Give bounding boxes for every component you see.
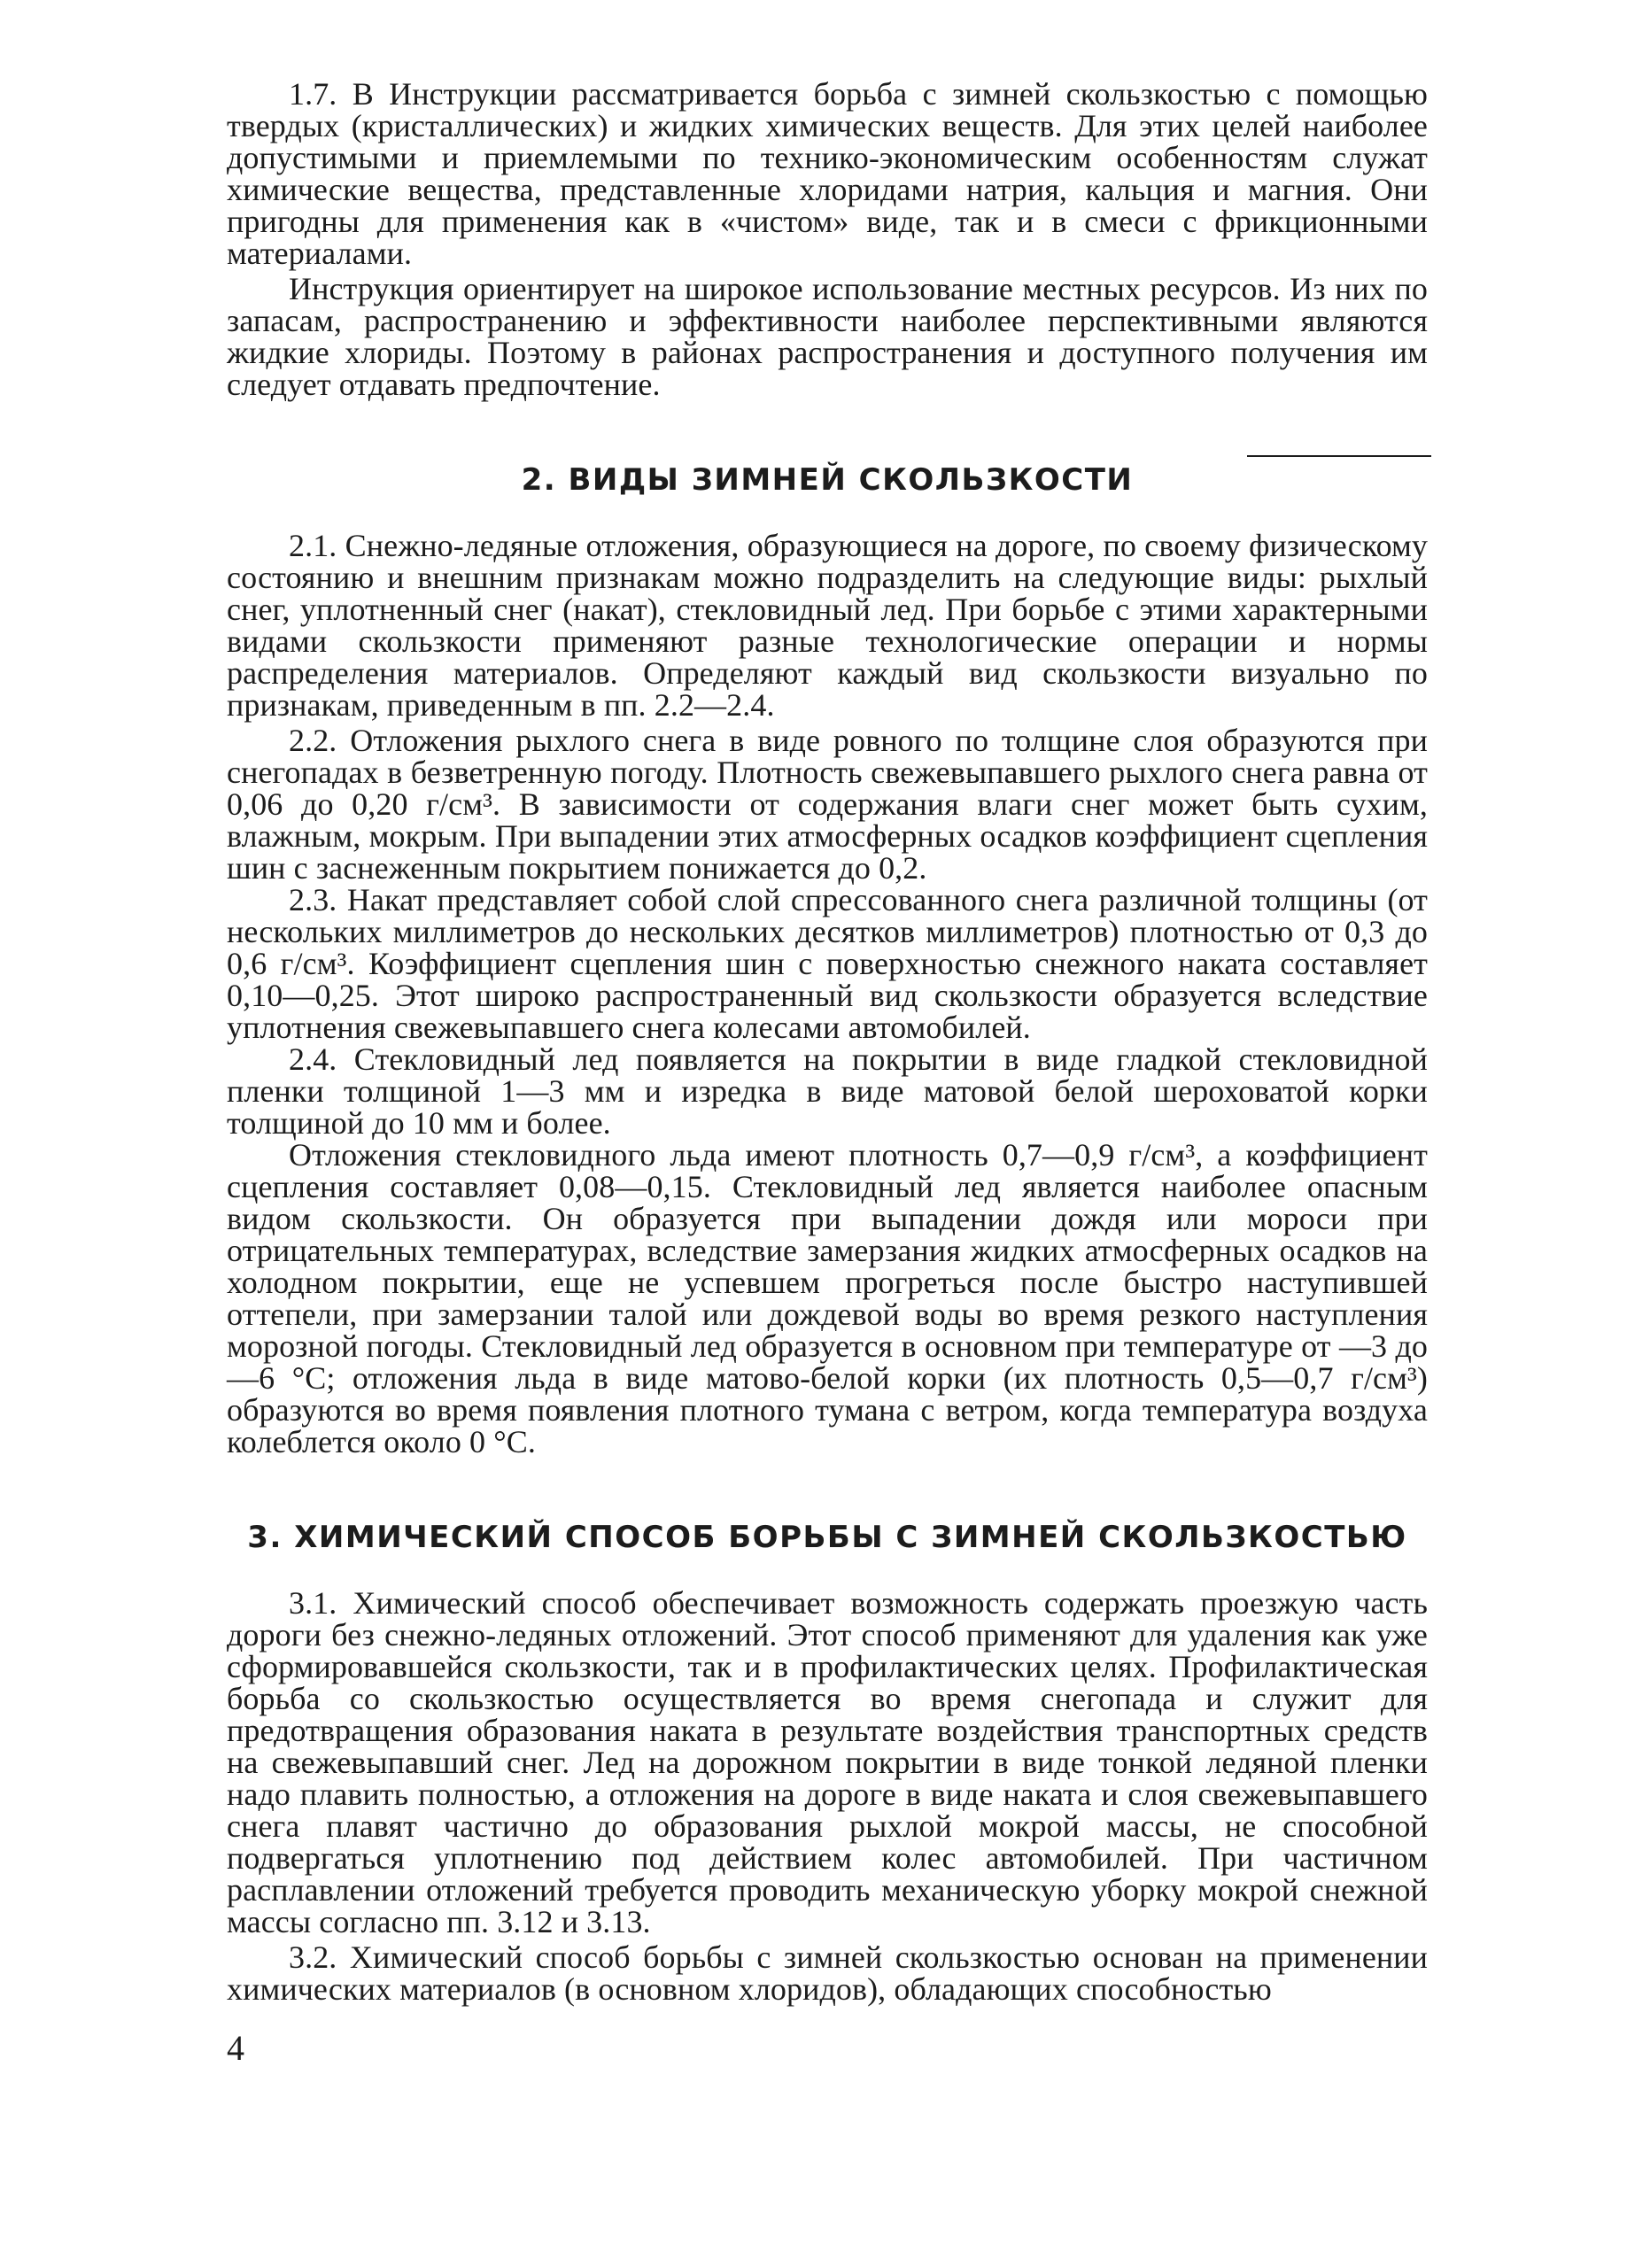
paragraph-2-4: 2.4. Стекловидный лед появляется на покрытии в виде гладкой стекловидной пленки толщиной 1—3 мм и изредка в виде матовой белой шероховатой корки толщиной до 10 мм и более. (227, 1041, 1428, 1141)
paragraph-2-3: 2.3. Накат представляет собой слой спрессованного снега различной толщины (от нескольких миллиметров до нескольких десятков миллиметров) плотностью от 0,3 до 0,6 г/см³. Коэффициент сцепления шин с поверхностью снежного наката составляет 0,10—0,25. Этот широко распространенный вид скользкости образуется вследствие уплотнения свежевыпавшего снега колесами автомобилей. (227, 882, 1428, 1045)
paragraph-1-7-continued: Инструкция ориентирует на широкое использование местных ресурсов. Из них по запасам, распространению и эффективности наиболее перспективными являются жидкие хлориды. Поэтому в районах распространения и доступного получения им следует отдавать предпочтение. (227, 271, 1428, 402)
section-2-heading (227, 462, 1428, 498)
section-3-heading: 3. ХИМИЧЕСКИЙ СПОСОБ БОРЬБЫ С ЗИМНЕЙ СКОЛЬЗКОСТЬЮ (247, 1520, 1407, 1555)
page-number: 4 (227, 2028, 244, 2068)
paragraph-2-2: 2.2. Отложения рыхлого снега в виде ровного по толщине слоя образуются при снегопадах в безветренную погоду. Плотность свежевыпавшего рыхлого снега равна от 0,06 до 0,20 г/см³. В зависимости от содержания влаги снег может быть сухим, влажным, мокрым. При выпадении этих атмосферных осадков коэффициент сцепления шин с заснеженным покрытием понижается до 0,2. (227, 723, 1428, 886)
paragraph-2-4-continued: Отложения стекловидного льда имеют плотность 0,7—0,9 г/см³, а коэффициент сцепления составляет 0,08—0,15. Стекловидный лед является наиболее опасным видом скользкости. Он образуется при выпадении дождя или мороси при отрицательных температурах, вследствие замерзания жидких атмосферных осадков на холодном покрытии, еще не успевшем прогреться после быстро наступившей оттепели, при замерзании талой или дождевой воды во время резкого наступления морозной погоды. Стекловидный лед образуется в основном при температуре от —3 до —6 °С; отложения льда в виде матово-белой корки (их плотность 0,5—0,7 г/см³) образуются во время появления плотного тумана с ветром, когда температура воздуха колеблется около 0 °С. (227, 1137, 1428, 1459)
document-page (227, 78, 1428, 2005)
paragraph-2-1: 2.1. Снежно-ледяные отложения, образующиеся на дороге, по своему физическому состоянию и внешним признакам можно подразделить на следующие виды: рыхлый снег, уплотненный снег (накат), стекловидный лед. При борьбе с этими характерными видами скользкости применяют разные технологические операции и нормы распределения материалов. Определяют каждый вид скользкости визуально по признакам, приведенным в пп. 2.2—2.4. (227, 528, 1428, 723)
paragraph-3-2: 3.2. Химический способ борьбы с зимней скользкостью основан на применении химических материалов (в основном хлоридов), обладающих способностью (227, 1939, 1428, 2007)
paragraph-3-1: 3.1. Химический способ обеспечивает возможность содержать проезжую часть дороги без снежно-ледяных отложений. Этот способ применяют для удаления как уже сформировавшейся скользкости, так и в профилактических целях. Профилактическая борьба со скользкостью осуществляется во время снегопада и служит для предотвращения образования наката в результате воздействия транспортных средств на свежевыпавший снег. Лед на дорожном покрытии в виде тонкой ледяной пленки надо плавить полностью, а отложения на дороге в виде наката и слоя свежевыпавшего снега плавят частично до образования рыхлой мокрой массы, не способной подвергаться уплотнению под действием колес автомобилей. При частичном расплавлении отложений требуется проводить механическую уборку мокрой снежной массы согласно пп. 3.12 и 3.13. (227, 1585, 1428, 1939)
section-2-title: 2. ВИДЫ ЗИМНЕЙ СКОЛЬЗКОСТИ (521, 462, 1134, 498)
paragraph-1-7: 1.7. В Инструкции рассматривается борьба с зимней скользкостью с помощью твердых (кристаллических) и жидких химических веществ. Для этих целей наиболее допустимыми и приемлемыми по технико-экономическим особенностям служат химические вещества, представленные хлоридами натрия, кальция и магния. Они пригодны для применения как в «чистом» виде, так и в смеси с фрикционными материалами. (227, 76, 1428, 271)
decorative-rule (1247, 455, 1431, 457)
